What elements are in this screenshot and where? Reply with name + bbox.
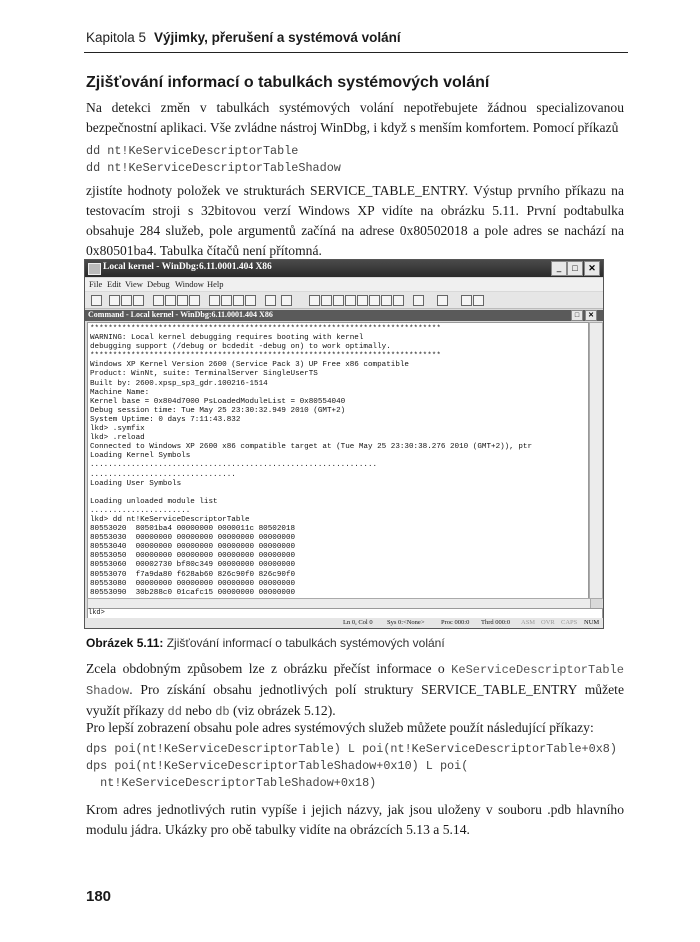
step-over-icon[interactable] (221, 295, 232, 306)
command-prompt: lkd> (88, 609, 105, 617)
running-header (86, 30, 401, 45)
code-line: dd nt!KeServiceDescriptorTable (86, 144, 299, 158)
call-stack-icon[interactable] (369, 295, 380, 306)
code-block-1 (86, 143, 341, 177)
command-window-icon[interactable] (309, 295, 320, 306)
chapter-label: Kapitola 5 (86, 30, 147, 45)
code-line: dps poi(nt!KeServiceDescriptorTable) L poi(nt!KeServiceDescriptorTable+0x8) (86, 742, 617, 756)
menu-file[interactable]: File (89, 279, 103, 289)
status-thrd: Thrd 000:0 (481, 619, 511, 626)
paragraph-3 (86, 659, 624, 722)
text-run: Zcela obdobným způsobem lze z obrázku přečíst informace o (86, 661, 452, 676)
menu-window[interactable]: Window (175, 279, 204, 289)
status-caps: CAPS (561, 619, 578, 626)
stop-icon[interactable] (177, 295, 188, 306)
step-into-icon[interactable] (209, 295, 220, 306)
processes-icon[interactable] (413, 295, 424, 306)
inline-code: db (215, 705, 230, 719)
chapter-title: Výjimky, přerušení a systémová volání (154, 30, 401, 45)
caption-label: Obrázek 5.11: (86, 636, 164, 650)
window-title: Local kernel - WinDbg:6.11.0001.404 X86 (103, 262, 272, 272)
copy-icon[interactable] (121, 295, 132, 306)
toolbar (85, 292, 603, 309)
run-to-cursor-icon[interactable] (245, 295, 256, 306)
command-window-titlebar (85, 310, 603, 321)
options-icon[interactable] (473, 295, 484, 306)
code-line: dps poi(nt!KeServiceDescriptorTableShadow+0x10) L poi( (86, 759, 469, 773)
locals-window-icon[interactable] (333, 295, 344, 306)
menu-bar (85, 278, 603, 291)
step-out-icon[interactable] (233, 295, 244, 306)
inline-code: dd (167, 705, 182, 719)
window-titlebar (85, 260, 603, 277)
command-output (87, 322, 589, 599)
status-bar (85, 618, 603, 628)
break-icon[interactable] (189, 295, 200, 306)
paragraph-5: Krom adres jednotlivých rutin vypíše i jejich názvy, jak jsou uloženy v souboru .pdb hlavního modulu jádra. Ukázky pro obě tabulky vidíte na obrázcích 5.13 a 5.14. (86, 802, 624, 837)
open-icon[interactable] (91, 295, 102, 306)
code-line: nt!KeServiceDescriptorTableShadow+0x18) (86, 776, 377, 790)
text-run: . Pro získání obsahu jednotlivých polí struktury SERVICE_TABLE_ENTRY můžete využít příkazy (86, 682, 624, 718)
inline-code: KeServiceDescriptorTable (451, 663, 624, 677)
restart-icon[interactable] (165, 295, 176, 306)
command-window-title: Command - Local kernel - WinDbg:6.11.0001.404 X86 (88, 310, 273, 319)
memory-window-icon[interactable] (357, 295, 368, 306)
close-icon[interactable]: ✕ (584, 261, 600, 276)
windbg-screenshot (84, 259, 604, 629)
text-run: (viz obrázek 5.12). (229, 703, 336, 718)
code-line: dd nt!KeServiceDescriptorTableShadow (86, 161, 341, 175)
disassembly-icon[interactable] (381, 295, 392, 306)
status-proc: Proc 000:0 (441, 619, 470, 626)
status-ovr: OVR (541, 619, 555, 626)
paragraph-4: Pro lepší zobrazení obsahu pole adres systémových služeb můžete použít následující příkazy: (86, 720, 594, 735)
figure-caption (86, 636, 445, 650)
caption-text: Zjišťování informací o tabulkách systémových volání (163, 636, 445, 650)
go-icon[interactable] (153, 295, 164, 306)
status-asm: ASM (521, 619, 536, 626)
source-mode-icon[interactable] (437, 295, 448, 306)
paragraph-2: zjistíte hodnoty položek ve strukturách SERVICE_TABLE_ENTRY. Výstup prvního příkazu na testovacím stroji s 32bitovou verzí Windows XP vidíte na obrázku 5.11. První podtabulka obsahuje 284 služeb, pole argumentů začíná na adrese 0x80502018 a pole adres se nachází na 0x80501ba4. Tabulka čítačů není přítomná. (86, 183, 624, 258)
section-heading: Zjišťování informací o tabulkách systémových volání (86, 74, 490, 91)
close-icon[interactable]: ✕ (585, 310, 597, 321)
status-sys: Sys 0:<None> (387, 619, 425, 626)
menu-view[interactable]: View (125, 279, 143, 289)
maximize-icon[interactable]: □ (567, 261, 583, 276)
inline-code: Shadow (86, 684, 130, 698)
status-line-col: Ln 0, Col 0 (343, 619, 373, 626)
hand-icon[interactable] (281, 295, 292, 306)
text-run: nebo (181, 703, 216, 718)
font-icon[interactable] (461, 295, 472, 306)
cut-icon[interactable] (109, 295, 120, 306)
restore-icon[interactable]: □ (571, 310, 583, 321)
app-icon (88, 263, 101, 275)
menu-help[interactable]: Help (207, 279, 224, 289)
minimize-icon[interactable]: _ (551, 261, 567, 276)
scratch-pad-icon[interactable] (393, 295, 404, 306)
page-number: 180 (86, 888, 112, 905)
status-num: NUM (584, 619, 600, 626)
menu-edit[interactable]: Edit (107, 279, 122, 289)
breakpoint-icon[interactable] (265, 295, 276, 306)
menu-debug[interactable]: Debug (147, 279, 170, 289)
output-text: ***************************************************************************** WARNING: Local kernel debugging requires booting with kernel debugging support (/debug or bcdedit -debug on) to work optimally. ***************************************************************************** Windows XP Kernel Version 2600 (Service Pack 3) UP Free x86 compatible Product: WinNt, suite: TerminalServer SingleUserTS Built by: 2600.xpsp_sp3_gdr.100216-1514 Machine Name: Kernel base = 0x804d7000 PsLoadedModuleList = 0x80554040 Debug session time: Tue May 25 23:30:32.949 2010 (GMT+2) System Uptime: 0 days 7:11:43.832 lkd> .symfix lkd> .reload Connected to Windows XP 2600 x86 compatible target at (Tue May 25 23:30:38.276 2010 (GMT+2)), ptr Loading Kernel Symbols ............................................................... ................................ Loading User Symbols Loading unloaded module list ...................... lkd> dd nt!KeServiceDescriptorTable 80553020 80501ba4 00000000 0000011c 80502018 80553030 00000000 00000000 00000000 00000000 80553040 00000000 00000000 00000000 00000000 80553050 00000000 00000000 00000000 00000000 80553060 00002730 bf80c349 00000000 00000000 80553070 f7a9da80 f628ab60 826c90f0 826c90f0 80553080 00000000 00000000 00000000 00000000 80553090 30b288c0 01cafc15 00000000 00000000 (90, 325, 533, 597)
registers-window-icon[interactable] (345, 295, 356, 306)
paragraph-1: Na detekci změn v tabulkách systémových volání nepotřebujete žádnou specializovanou bezpečnostní aplikaci. Vše zvládne nástroj WinDbg, i když s menším komfortem. Pomocí příkazů (86, 100, 624, 135)
header-rule (84, 52, 628, 53)
watch-window-icon[interactable] (321, 295, 332, 306)
code-block-2 (86, 741, 617, 792)
vertical-scrollbar[interactable] (589, 322, 603, 599)
paste-icon[interactable] (133, 295, 144, 306)
